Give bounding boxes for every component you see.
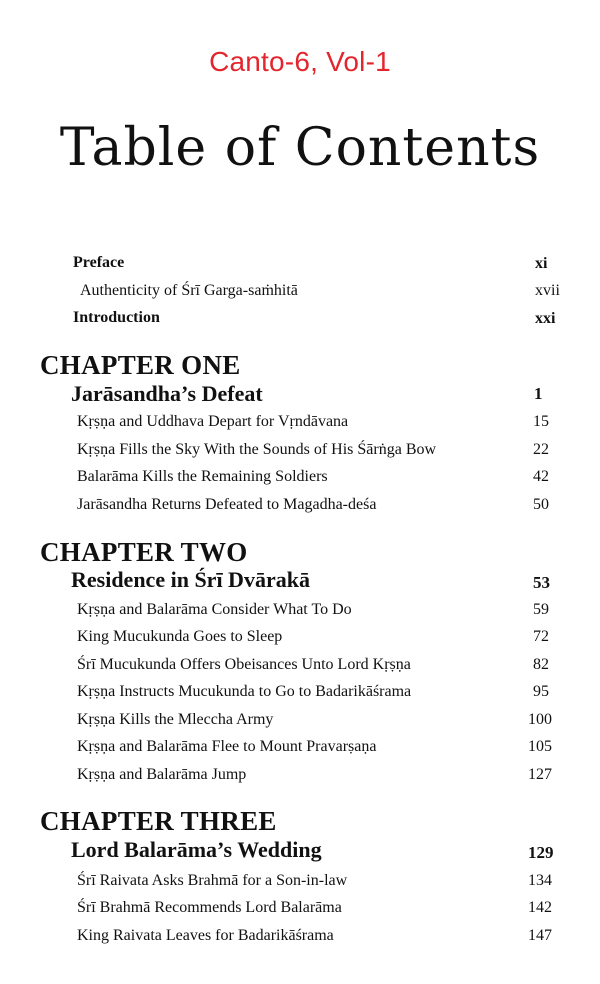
toc-section: Kṛṣṇa and Uddhava Depart for Vṛndāvana <box>77 413 349 430</box>
chapter-title: Jarāsandha’s Defeat <box>71 381 263 406</box>
toc-section: Kṛṣṇa Fills the Sky With the Sounds of His Śārṅga Bow <box>77 441 437 458</box>
toc-page-authenticity: xvii <box>535 282 560 299</box>
chapter-title: Lord Balarāma’s Wedding <box>71 837 322 862</box>
toc-section-page: 59 <box>533 601 549 618</box>
toc-section: King Raivata Leaves for Badarikāśrama <box>77 927 334 944</box>
toc-page-preface: xi <box>535 255 548 272</box>
chapter-heading: CHAPTER THREE <box>40 806 277 836</box>
chapter-page: 53 <box>533 573 550 592</box>
toc-section: Śrī Brahmā Recommends Lord Balarāma <box>77 899 342 916</box>
toc-section: Balarāma Kills the Remaining Soldiers <box>77 468 328 485</box>
toc-section: Kṛṣṇa and Balarāma Consider What To Do <box>77 601 352 618</box>
toc-section-page: 82 <box>533 656 549 673</box>
toc-section: Śrī Mucukunda Offers Obeisances Unto Lord Kṛṣṇa <box>77 656 411 673</box>
toc-entry-introduction: Introduction <box>73 309 160 326</box>
chapter-title: Residence in Śrī Dvārakā <box>71 567 310 592</box>
toc-section: Kṛṣṇa and Balarāma Jump <box>77 766 247 783</box>
volume-label: Canto-6, Vol-1 <box>209 46 391 77</box>
toc-section-page: 127 <box>528 766 552 783</box>
toc-section-page: 42 <box>533 468 549 485</box>
toc-section: Śrī Raivata Asks Brahmā for a Son-in-law <box>77 872 348 889</box>
toc-section: Kṛṣṇa Instructs Mucukunda to Go to Badarikāśrama <box>77 683 412 700</box>
toc-section: Jarāsandha Returns Defeated to Magadha-deśa <box>77 496 377 513</box>
toc-section-page: 15 <box>533 413 549 430</box>
toc-section-page: 134 <box>528 872 552 889</box>
chapter-heading: CHAPTER ONE <box>40 350 241 380</box>
toc-page-introduction: xxi <box>535 310 556 327</box>
toc-section-page: 105 <box>528 738 552 755</box>
toc-section: Kṛṣṇa Kills the Mleccha Army <box>77 711 274 728</box>
toc-entry-preface: Preface <box>73 254 125 271</box>
toc-section-page: 142 <box>528 899 552 916</box>
chapter-page: 1 <box>534 384 543 403</box>
page-title: Table of Contents <box>59 118 541 178</box>
chapter-page: 129 <box>528 843 554 862</box>
chapter-heading: CHAPTER TWO <box>40 537 248 567</box>
toc-entry-authenticity: Authenticity of Śrī Garga-saṁhitā <box>80 282 298 299</box>
toc-section-page: 147 <box>528 927 552 944</box>
toc-section-page: 100 <box>528 711 552 728</box>
toc-section: Kṛṣṇa and Balarāma Flee to Mount Pravarṣaṇa <box>77 738 377 755</box>
toc-section-page: 72 <box>533 628 549 645</box>
toc-section: King Mucukunda Goes to Sleep <box>77 628 283 645</box>
toc-section-page: 22 <box>533 441 549 458</box>
toc-section-page: 95 <box>533 683 549 700</box>
toc-section-page: 50 <box>533 496 549 513</box>
